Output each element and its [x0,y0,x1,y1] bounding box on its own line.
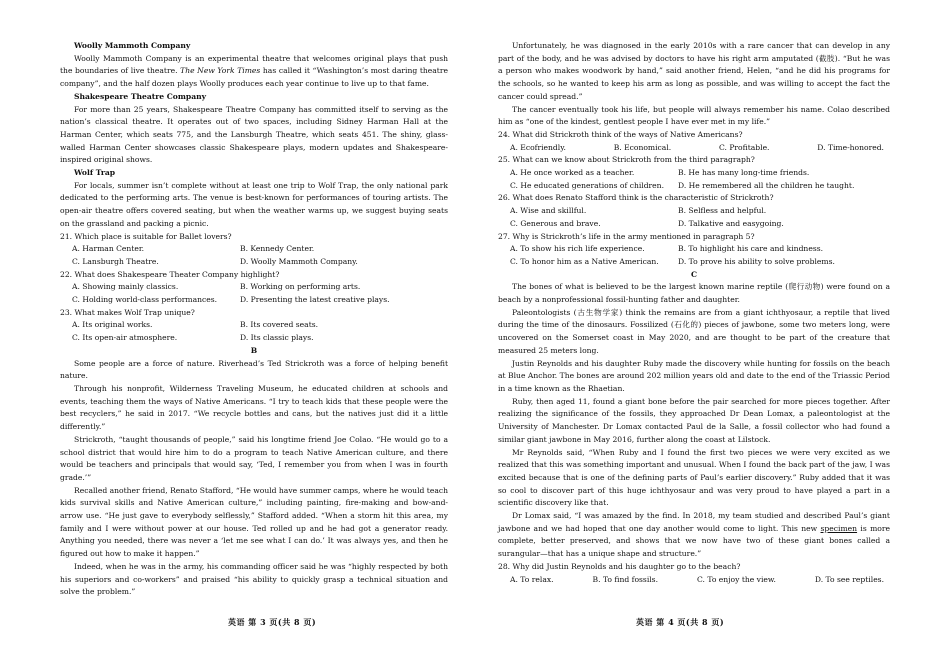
paragraph [498,510,890,561]
footer-page-3: 英语 第 3 页(共 8 页) [228,617,317,627]
underlined-word: specimen [820,523,858,533]
text-run: The New York Times [180,66,261,76]
option: A. Ecofriendly. [510,142,566,152]
option: D. Woolly Mammoth Company. [240,256,358,266]
option: A. He once worked as a teacher. [510,168,635,178]
paragraph: Strickroth, “taught thousands of people,” said his longtime friend Joe Colao. “He would go to a school district that would hire him to do a program to teach Native American culture, and there would be teachers and principals that would say, ‘Ted, I remember you from when I was in fourth grade.’” [60,434,448,482]
text-run: Woolly Mammoth Company is an experimental theatre that welcomes original plays that push the boundaries of live theatre. [60,53,448,76]
option-group [60,319,448,344]
paragraph: Paleontologists (古生物学家) think the remains are from a giant ichthyosaur, a reptile that lived during the time of the dinosaurs. Fossilized (石化的) pieces of jawbone, some two meters long, were uncovered on the Somerset coast in May 2020, and are thought to be part of the creature that measured 25 meters long. [498,307,890,355]
option: B. Working on performing arts. [240,282,361,292]
question-stem: 22. What does Shakespeare Theater Company highlight? [60,269,280,279]
question-stem: 24. What did Strickroth think of the ways of Native Americans? [498,129,743,139]
section-label-c: C [690,269,698,279]
option: D. He remembered all the children he taught. [678,180,855,190]
option: C. Its open-air atmosphere. [72,333,178,343]
text-run: Dr Lomax said, “I was amazed by the find. In 2018, my team studied and described Paul’s giant jawbone and we had hoped that one day another would come to light. This new [498,511,890,533]
option: A. To show his rich life experience. [510,244,645,254]
option: B. Kennedy Center. [240,244,315,254]
option: D. Its classic plays. [240,333,314,343]
option: C. Lansburgh Theatre. [72,256,159,266]
option: B. He has many long-time friends. [678,168,810,178]
question-stem: 23. What makes Wolf Trap unique? [60,307,195,317]
question-stem: 28. Why did Justin Reynolds and his daughter go to the beach? [498,561,741,571]
paragraph: Mr Reynolds said, “When Ruby and I found the first two pieces we were very excited as we realized that this was something important and unusual. When I found the back part of the jaw, I was excited because that is one of the defining parts of Paul’s earlier discovery.” Ruby added that it was so cool to discover part of this huge ichthyosaur and was very proud to have played a part in a scientific discovery like that. [498,447,890,508]
paragraph: Some people are a force of nature. Riverhead’s Ted Strickroth was a force of helping benefit nature. [60,358,448,381]
text-run: has called it “Washington’s most daring theatre company”, and the half dozen plays Woolly produces each year continue to live up to that fame. [60,66,448,89]
option: D. To prove his ability to solve problems. [678,256,835,266]
footer-page-4: 英语 第 4 页(共 8 页) [636,617,725,627]
option: B. To find fossils. [592,574,658,584]
option-group [60,281,448,306]
option: D. To see reptiles. [814,574,884,584]
question-stem: 21. Which place is suitable for Ballet lovers? [60,231,232,241]
section-heading: Shakespeare Theatre Company [74,91,207,101]
option-group [60,243,448,268]
option: A. Wise and skillful. [510,206,587,216]
section-heading: Wolf Trap [74,168,116,178]
paragraph: Recalled another friend, Renato Stafford, “He would have summer camps, where he would teach kids survival skills and Native American culture,” including painting, fire-making and bow-and-arrow use. “He just gave to everybody selflessly,” Stafford added. “When a storm hit this area, my family and I were without power at our house. Ted rolled up and he had got a generator ready. Anything you needed, there was never a ‘let me see what I can do.’ It was always yes, and then he figured out how to make it happen.” [60,485,448,559]
option: D. Time-honored. [817,142,884,152]
paragraph: Ruby, then aged 11, found a giant bone before the pair searched for more pieces together. After realizing the significance of the fossils, they approached Dr Dean Lomax, a paleontologist at the University of Manchester. Dr Lomax contacted Paul de la Salle, a fossil collector who had found a similar giant jawbone in May 2016, further along the coast at Lilstock. [498,396,890,444]
paragraph [60,53,448,91]
right-column [498,40,890,586]
option: B. To highlight his care and kindness. [678,244,824,254]
left-column [60,40,448,599]
option-group [498,142,890,155]
option: A. Harman Center. [72,244,145,254]
paragraph: For more than 25 years, Shakespeare Theatre Company has committed itself to serving as the nation’s classical theatre. It operates out of two spaces, including Sidney Harman Hall at the Harman Center, which seats 775, and the Lansburgh Theatre, which seats 451. The shiny, glass-walled Harman Center showcases classic Shakespeare plays, modern updates and Shakespeare-inspired original shows. [60,104,448,165]
option: A. Showing mainly classics. [72,282,179,292]
paragraph: Unfortunately, he was diagnosed in the early 2010s with a rare cancer that can develop in any part of the body, and he was advised by doctors to have his right arm amputated (截肢). “But he was a person who makes woodwork by hand,” said another friend, Helen, “and he did his programs for the schools, so he wanted to keep his arm as long as possible, and was willing to accept the fact the cancer could spread.” [498,41,890,101]
paragraph: Justin Reynolds and his daughter Ruby made the discovery while hunting for fossils on the beach at Blue Anchor. The bones are around 202 million years old and date to the end of the Triassic Period in a time known as the Rhaetian. [498,358,890,393]
option-group [498,243,890,268]
paragraph: The cancer eventually took his life, but people will always remember his name. Colao described him as “one of the kindest, gentlest people I have ever met in my life.” [498,104,890,127]
option: D. Presenting the latest creative plays. [240,295,390,305]
option: C. Holding world-class performances. [72,295,218,305]
section-heading: Woolly Mammoth Company [74,41,191,50]
option-group [498,167,890,192]
paragraph: Through his nonprofit, Wilderness Traveling Museum, he educated children at schools and events, teaching them the ways of Native Americans. “I try to teach kids that these people were the best recyclers,” he said in 2017. “We recycle bottles and cans, but the natives just did it a little differently.” [60,383,448,432]
section-label-b: B [250,345,258,355]
option: B. Selfless and helpful. [678,206,767,216]
option: C. To enjoy the view. [696,574,776,584]
option-group [498,205,890,230]
question-stem: 26. What does Renato Stafford think is the characteristic of Strickroth? [498,193,774,203]
text-run: is more complete, better preserved, and shows that we now have two of these giant bones called a surangular—that has a unique shape and structure.” [498,523,890,559]
option: C. To honor him as a Native American. [510,256,659,266]
question-stem: 25. What can we know about Strickroth from the third paragraph? [498,155,755,165]
option-group [498,574,890,587]
paragraph: The bones of what is believed to be the largest known marine reptile (爬行动物) were found on a beach by a nonprofessional fossil-hunting father and daughter. [498,282,890,305]
option: C. Profitable. [718,142,770,152]
option: C. Generous and brave. [510,218,601,228]
option: B. Economical. [613,142,672,152]
paragraph: For locals, summer isn’t complete without at least one trip to Wolf Trap, the only national park dedicated to the performing arts. The venue is best-known for performances of touring artists. The open-air theatre offers covered seating, but when the weather warms up, we suggest buying seats on the grassland and packing a picnic. [60,180,448,228]
option: D. Talkative and easygoing. [678,218,784,228]
paragraph: Indeed, when he was in the army, his commanding officer said he was “highly respected by both his superiors and co-workers” and praised “his ability to quickly grasp a technical situation and solve the problem.” [60,561,448,597]
question-stem: 27. Why is Strickroth’s life in the army mentioned in paragraph 5? [498,231,755,241]
option: A. To relax. [510,574,554,584]
option: B. Its covered seats. [240,320,319,330]
option: A. Its original works. [72,320,153,330]
option: C. He educated generations of children. [510,180,664,190]
